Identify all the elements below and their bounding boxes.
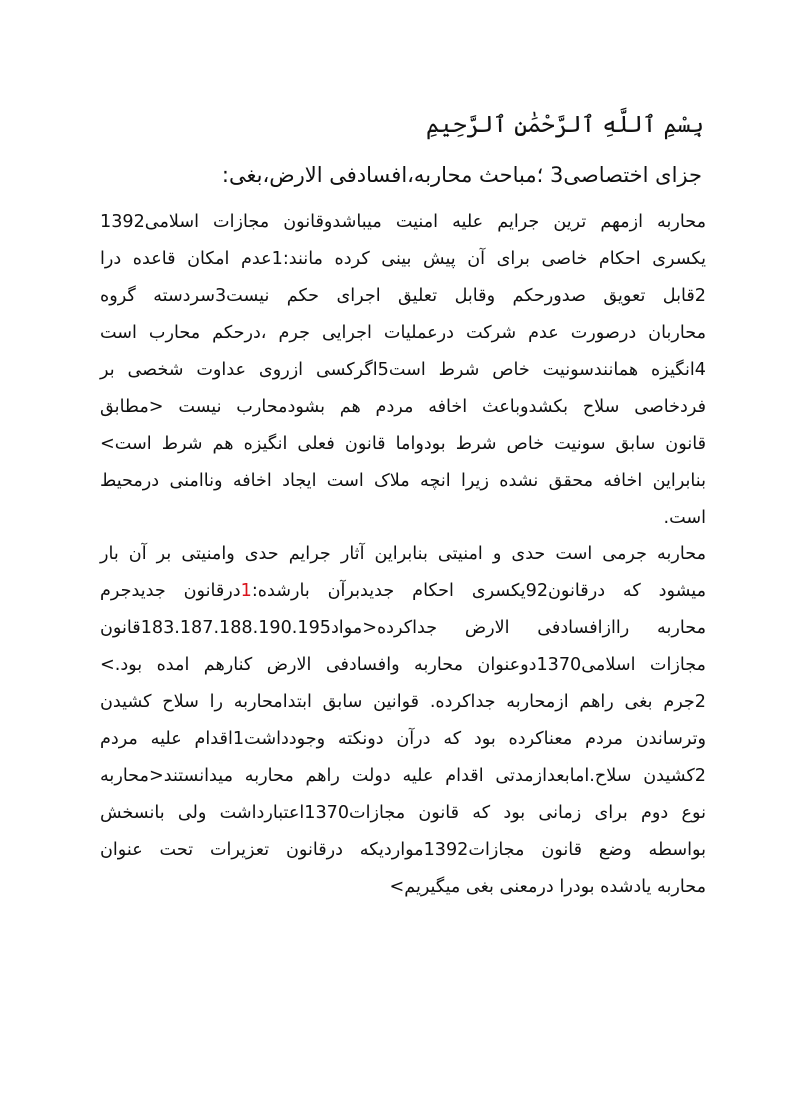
body-line: محاربه راازافسادفی الارض جداکرده<مواد183.187.188.190.195قانون [100, 618, 706, 639]
body-line: محاربان درصورت عدم شرکت درعملیات اجرایی جرم ،درحکم محارب است [100, 322, 706, 343]
body-line: 2قابل تعویق صدورحکم وقابل تعلیق اجرای حکم نیست3سردسته گروه [100, 285, 706, 306]
document-body [100, 204, 706, 906]
body-line: محاربه یادشده بودرا درمعنی بغی میگیریم> [389, 876, 706, 897]
body-line: محاربه ازمهم ترین جرایم علیه امنیت میباشدوقانون مجازات اسلامی1392 [100, 212, 706, 232]
highlighted-number: 1 [240, 581, 252, 602]
document-heading: جزای اختصاصی3 ؛مباحث محاربه،افسادفی الارض،بغی: [221, 163, 702, 187]
body-line: مجازات اسلامی1370دوعنوان محاربه وافسادفی الارض کنارهم امده بود.> [100, 655, 706, 676]
body-line: 2جرم بغی راهم ازمحاربه جداکرده. قوانین سابق ابتدامحاربه را سلاح کشیدن [100, 692, 706, 713]
basmala-header: بِسْمِ ٱللَّهِ ٱلرَّحْمَٰنِ ٱلرَّحِيمِ [426, 112, 704, 138]
body-line-with-highlight [100, 573, 706, 610]
body-line: 4انگیزه همانندسونیت خاص شرط است5اگرکسی ازروی عداوت شخصی بر [100, 359, 706, 380]
body-line: بنابراین اخافه محقق نشده زیرا انچه ملاک است ایجاد اخافه وناامنی درمحیط [100, 470, 706, 491]
body-line: بواسطه وضع قانون مجازات1392مواردیکه درقانون تعزیرات تحت عنوان [100, 839, 706, 860]
body-line: یکسری احکام خاصی برای آن پیش بینی کرده مانند:1عدم امکان قاعده درا [100, 248, 707, 269]
body-line: وترساندن مردم معناکرده بود که درآن دونکته وجودداشت1اقدام علیه مردم [100, 729, 706, 750]
body-line: 2کشیدن سلاح.امابعدازمدتی اقدام علیه دولت راهم محاربه میدانستند<محاربه [100, 766, 706, 787]
body-line: قانون سابق سونیت خاص شرط بودواما قانون فعلی انگیزه هم شرط است> [100, 433, 706, 454]
body-line: محاربه جرمی است حدی و امنیتی بنابراین آثار جرایم حدی وامنیتی بر آن بار [100, 544, 706, 565]
body-line: است. [663, 507, 706, 528]
body-line: فردخاصی سلاح بکشدوباعث اخافه مردم هم بشودمحارب نیست <مطابق [100, 396, 706, 417]
body-line-segment: درقانون جدیدجرم [100, 581, 241, 602]
body-line-segment: میشود که درقانون92یکسری احکام جدیدبرآن بارشده: [251, 581, 706, 602]
body-line: نوع دوم برای زمانی بود که قانون مجازات1370اعتبارداشت ولی بانسخش [100, 803, 706, 823]
